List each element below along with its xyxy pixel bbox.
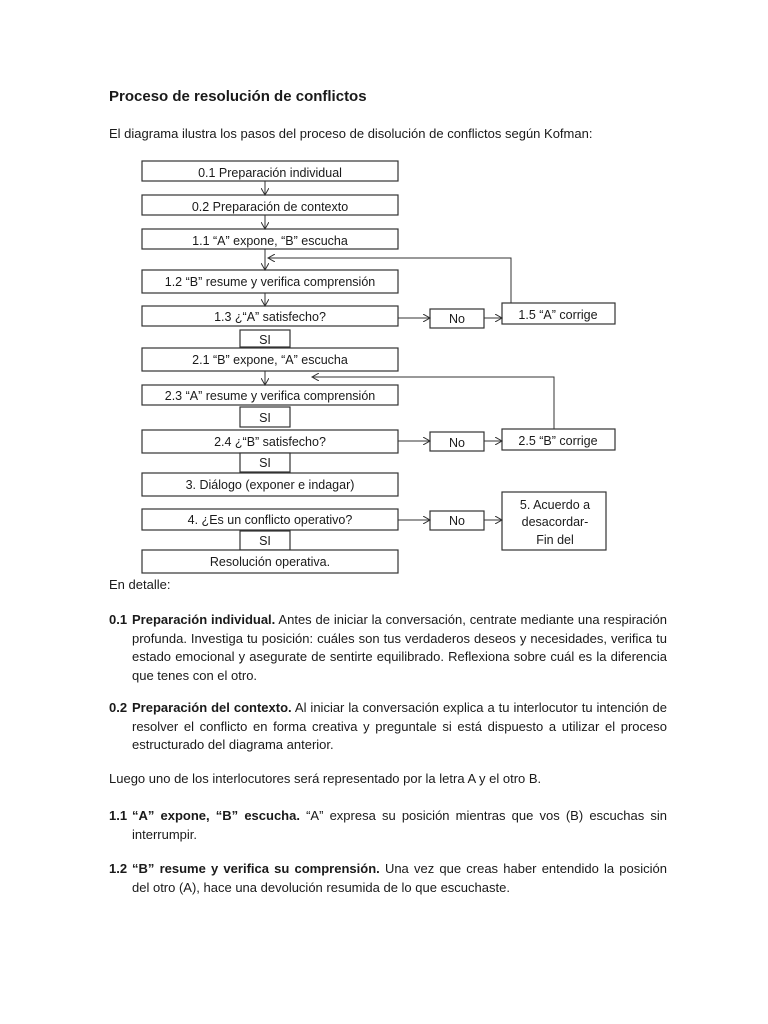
step-box-resolution bbox=[142, 550, 398, 573]
si-box bbox=[240, 453, 290, 472]
si-label: SI bbox=[259, 534, 271, 548]
step-box-1-3 bbox=[142, 306, 398, 326]
section-0-1 bbox=[109, 611, 667, 685]
correction-label: 1.5 “A” corrige bbox=[518, 308, 598, 322]
section-number: 1.1 bbox=[109, 808, 128, 823]
step-label: 1.1 “A” expone, “B” escucha bbox=[192, 234, 348, 248]
agreement-box bbox=[502, 492, 606, 550]
step-label: 4. ¿Es un conflicto operativo? bbox=[187, 513, 353, 527]
no-label: No bbox=[449, 312, 465, 326]
section-0-2 bbox=[109, 699, 667, 755]
interlocutor-note: Luego uno de los interlocutores será representado por la letra A y el otro B. bbox=[109, 771, 542, 786]
section-body: Una vez que creas haber entendido la posición del otro (A), hace una devolución resumida de lo que escuchaste. bbox=[132, 861, 667, 895]
step-box-4 bbox=[142, 509, 398, 530]
si-box bbox=[240, 531, 290, 550]
step-box-1-2 bbox=[142, 270, 398, 293]
step-box-2-4 bbox=[142, 430, 398, 453]
step-box-2-3 bbox=[142, 385, 398, 405]
step-box-0-2 bbox=[142, 195, 398, 215]
step-box-3 bbox=[142, 473, 398, 496]
section-number: 0.2 bbox=[109, 700, 128, 715]
section-body: “A” expresa su posición mientras que vos (B) escuchas sin interrumpir. bbox=[132, 808, 667, 842]
correction-box-1-5 bbox=[502, 303, 615, 324]
step-label: 0.1 Preparación individual bbox=[198, 166, 342, 180]
step-label: 2.1 “B” expone, “A” escucha bbox=[192, 353, 348, 367]
detail-label: En detalle: bbox=[109, 577, 171, 592]
intro-text: El diagrama ilustra los pasos del proceso de disolución de conflictos según Kofman: bbox=[109, 126, 593, 141]
section-heading: “B” resume y verifica su comprensión. bbox=[132, 861, 380, 876]
step-box-2-1 bbox=[142, 348, 398, 371]
correction-label: 2.5 “B” corrige bbox=[518, 434, 598, 448]
si-label: SI bbox=[259, 456, 271, 470]
step-label: 0.2 Preparación de contexto bbox=[191, 200, 349, 214]
si-label: SI bbox=[259, 333, 271, 347]
step-label: Resolución operativa. bbox=[209, 555, 331, 569]
section-body: Antes de iniciar la conversación, centrate mediante una respiración profunda. Investiga tu posición: cuáles son tus verdaderos deseos y necesidades, verifica tu estado emocional y asegurate de sentirte equilibrado. Reflexiona sobre cuál es la diferencia que tenes con el otro. bbox=[132, 612, 668, 683]
si-box bbox=[240, 407, 290, 427]
step-label: 3. Diálogo (exponer e indagar) bbox=[185, 478, 355, 492]
no-box bbox=[430, 309, 484, 328]
agreement-line: 5. Acuerdo a bbox=[519, 498, 591, 512]
correction-box-2-5 bbox=[502, 429, 615, 450]
section-number: 0.1 bbox=[109, 612, 128, 627]
agreement-line: Fin del bbox=[536, 533, 574, 547]
section-1-2 bbox=[109, 860, 667, 897]
section-1-1 bbox=[109, 807, 667, 844]
no-label: No bbox=[449, 514, 465, 528]
step-label: 1.3 ¿“A” satisfecho? bbox=[214, 310, 326, 324]
section-number: 1.2 bbox=[109, 861, 128, 876]
step-label: 2.3 “A” resume y verifica comprensión bbox=[164, 389, 376, 403]
step-label: 1.2 “B” resume y verifica comprensión bbox=[164, 275, 376, 289]
section-heading: Preparación individual. bbox=[132, 612, 276, 627]
section-heading: “A” expone, “B” escucha. bbox=[132, 808, 300, 823]
si-label: SI bbox=[259, 411, 271, 425]
section-body: Al iniciar la conversación explica a tu interlocutor tu intención de resolver el conflicto en forma creativa y preguntale si está dispuesto a utilizar el proceso estructurado del diagrama anterior. bbox=[132, 700, 667, 752]
step-box-1-1 bbox=[142, 229, 398, 249]
step-label: 2.4 ¿“B” satisfecho? bbox=[214, 435, 326, 449]
agreement-line: desacordar- bbox=[521, 515, 589, 529]
no-label: No bbox=[449, 436, 465, 450]
si-box bbox=[240, 330, 290, 347]
page-title: Proceso de resolución de conflictos bbox=[109, 88, 367, 105]
no-box bbox=[430, 432, 484, 451]
no-box bbox=[430, 511, 484, 530]
section-heading: Preparación del contexto. bbox=[132, 700, 292, 715]
step-box-0-1 bbox=[142, 161, 398, 181]
